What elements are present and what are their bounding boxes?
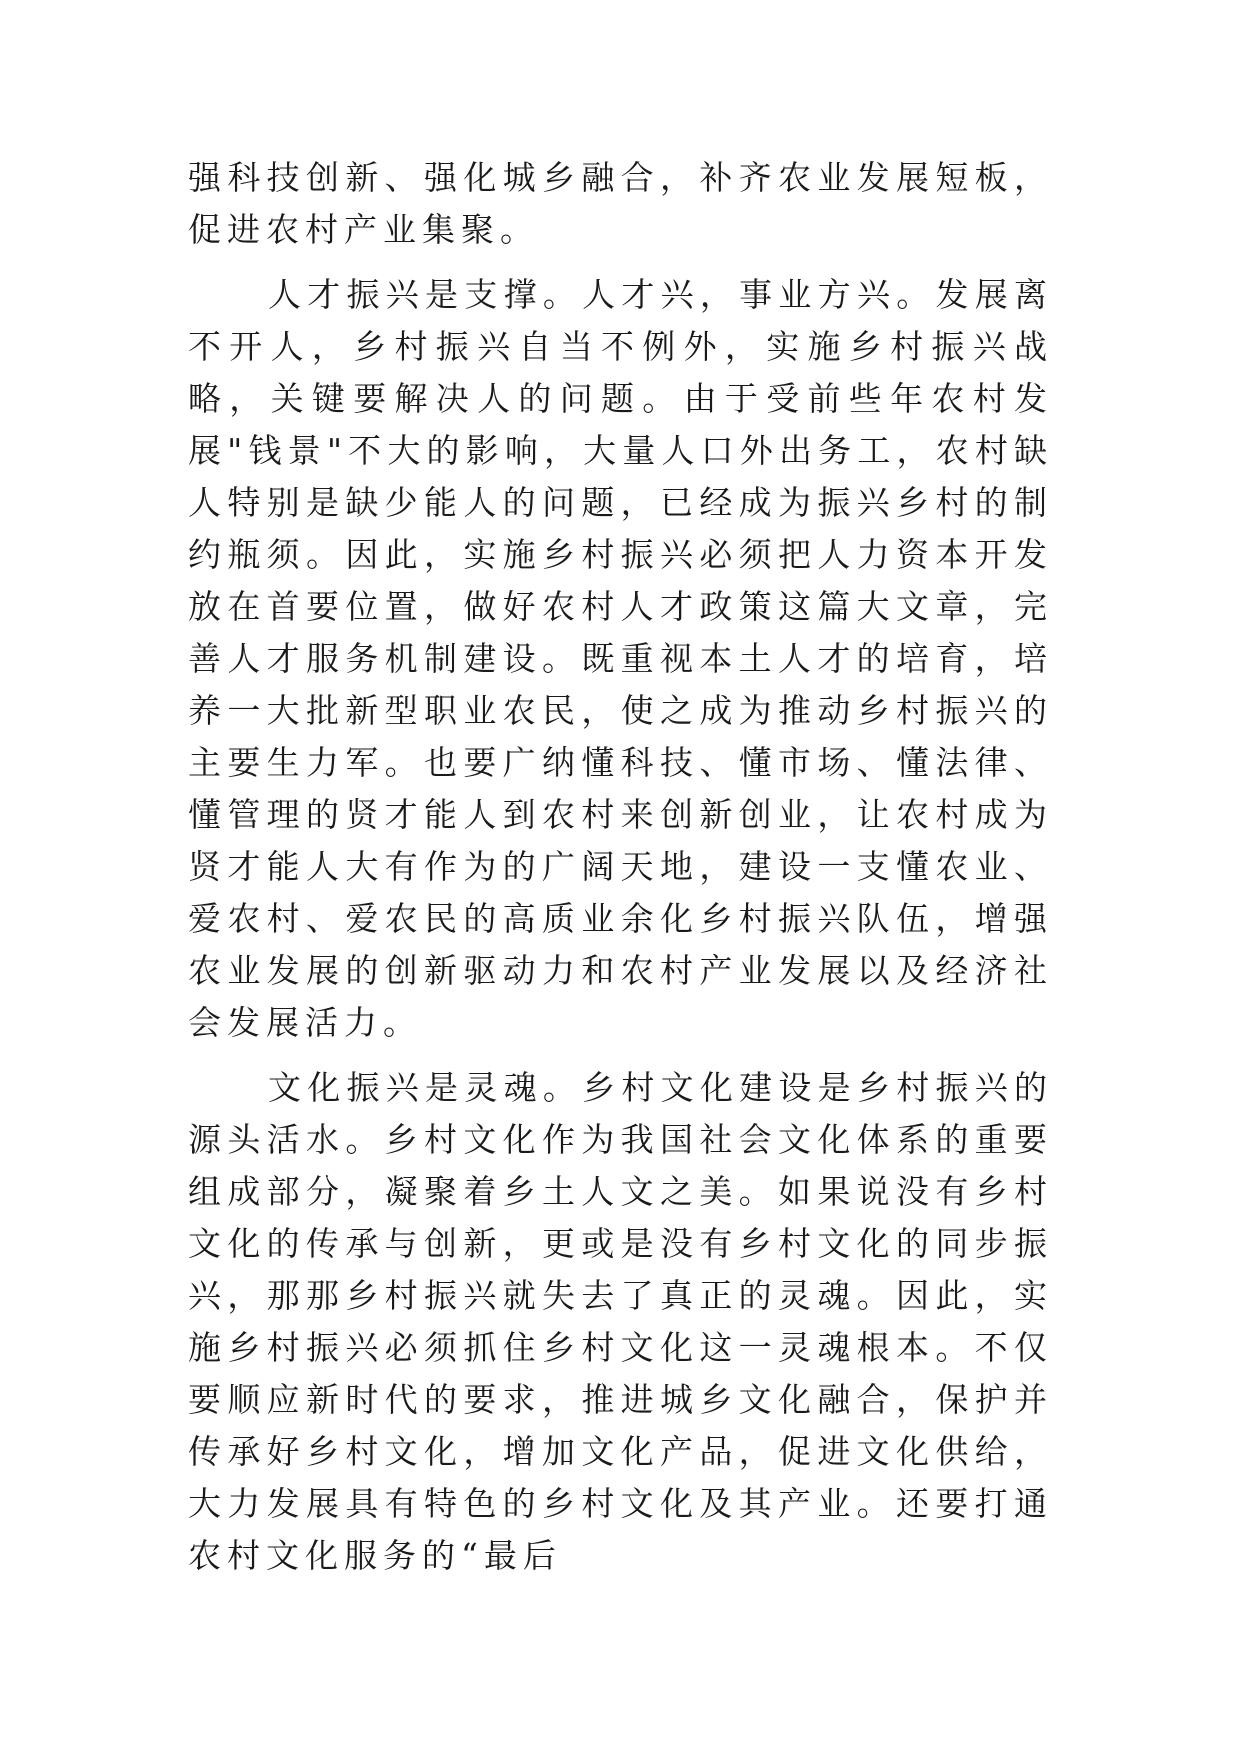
document-body — [188, 152, 1053, 1582]
paragraph-talent-revitalization: 人才振兴是支撑。人才兴，事业方兴。发展离不开人，乡村振兴自当不例外，实施乡村振兴战略，关键要解决人的问题。由于受前些年农村发展"钱景"不大的影响，大量人口外出务工，农村缺人特别是缺少能人的问题，已经成为振兴乡村的制约瓶须。因此，实施乡村振兴必须把人力资本开发放在首要位置，做好农村人才政策这篇大文章，完善人才服务机制建设。既重视本土人才的培育，培养一大批新型职业农民，使之成为推动乡村振兴的主要生力军。也要广纳懂科技、懂市场、懂法律、懂管理的贤才能人到农村来创新创业，让农村成为贤才能人大有作为的广阔天地，建设一支懂农业、爱农村、爱农民的高质业余化乡村振兴队伍，增强农业发展的创新驱动力和农村产业发展以及经济社会发展活力。 — [188, 275, 1053, 1042]
paragraph-continuation: 强科技创新、强化城乡融合，补齐农业发展短板，促进农村产业集聚。 — [188, 158, 1053, 249]
paragraph-culture-revitalization: 文化振兴是灵魂。乡村文化建设是乡村振兴的源头活水。乡村文化作为我国社会文化体系的重要组成部分，凝聚着乡土人文之美。如果说没有乡村文化的传承与创新，更或是没有乡村文化的同步振兴，那那乡村振兴就失去了真正的灵魂。因此，实施乡村振兴必须抓住乡村文化这一灵魂根本。不仅要顺应新时代的要求，推进城乡文化融合，保护并传承好乡村文化，增加文化产品，促进文化供给，大力发展具有特色的乡村文化及其产业。还要打通农村文化服务的“最后 — [188, 1068, 1053, 1575]
